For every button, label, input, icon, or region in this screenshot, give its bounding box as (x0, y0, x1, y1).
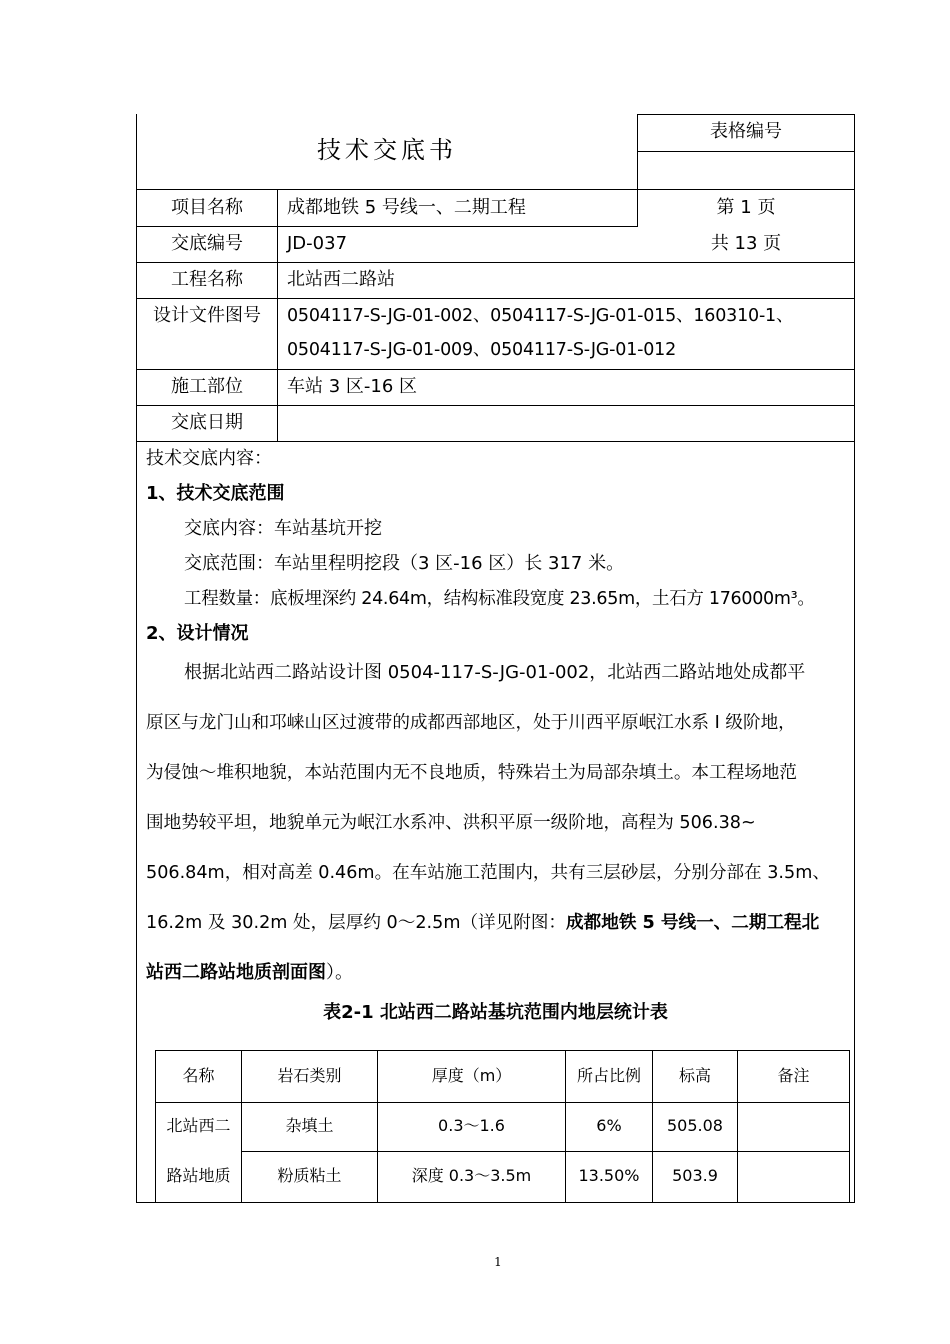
table-cell: 6% (596, 1116, 622, 1135)
table-cell: 0.3～1.6 (438, 1116, 505, 1135)
paragraph-text: 16.2m 及 30.2m 处，层厚约 0～2.5m（详见附图： (146, 913, 567, 933)
work-name-label: 工程名称 (171, 269, 243, 290)
table-cell: 杂填土 (285, 1116, 334, 1135)
paragraph-line: 原区与龙门山和邛崃山区过渡带的成都西部地区，处于川西平原岷江水系 I 级阶地， (146, 713, 796, 733)
table-cell: 503.9 (672, 1166, 718, 1185)
table-caption: 表2-1 北站西二路站基坑范围内地层统计表 (323, 1002, 668, 1023)
row-line (136, 405, 855, 406)
disclosure-no-label: 交底编号 (171, 233, 243, 254)
page-number-cell: 第 1 页 (716, 197, 776, 218)
paragraph-reference-bold: 成都地铁 5 号线一、二期工程北 (566, 913, 820, 933)
drawing-no-label: 设计文件图号 (153, 305, 261, 326)
date-label: 交底日期 (171, 412, 243, 433)
row-line (136, 369, 855, 370)
row-line (136, 262, 855, 263)
drawing-no-value-line1: 0504117-S-JG-01-002、0504117-S-JG-01-015、160310-1、 (287, 306, 794, 326)
table-cell: 粉质粘土 (277, 1166, 342, 1185)
disclosure-no-value: JD-037 (287, 233, 348, 254)
paragraph-line (146, 911, 819, 935)
document-title: 技术交底书 (317, 136, 457, 164)
strata-table-col (849, 1050, 850, 1203)
project-name-value: 成都地铁 5 号线一、二期工程 (287, 197, 526, 218)
form-no-label: 表格编号 (710, 121, 782, 142)
location-label: 施工部位 (171, 376, 243, 397)
table-header-cell: 标高 (678, 1066, 711, 1085)
table-cell: 505.08 (667, 1116, 723, 1135)
paragraph-line: 根据北站西二路站设计图 0504-117-S-JG-01-002，北站西二路站地处成都平 (184, 662, 806, 683)
footer-page-number: 1 (494, 1255, 502, 1269)
paragraph-line: 506.84m，相对高差 0.46m。在车站施工范围内，共有三层砂层，分别分部在 3.5m、 (146, 863, 830, 883)
table-header-cell: 岩石类别 (277, 1066, 342, 1085)
section-1-item-content: 交底内容：车站基坑开挖 (184, 518, 382, 539)
section-2-title: 2、设计情况 (146, 623, 249, 644)
paragraph-line: 为侵蚀～堆积地貌，本站范围内无不良地质，特殊岩土为局部杂填土。本工程场地范 (146, 763, 797, 783)
paragraph-reference-bold: 站西二路站地质剖面图 (146, 962, 326, 983)
row-line (136, 298, 855, 299)
location-value: 车站 3 区-16 区 (287, 376, 418, 397)
row-line (136, 226, 638, 227)
form-no-box-top (637, 114, 855, 115)
form-no-box-divider (637, 151, 855, 152)
paragraph-line: 围地势较平坦，地貌单元为岷江水系冲、洪积平原一级阶地，高程为 506.38~ (146, 813, 756, 833)
content-heading: 技术交底内容： (146, 448, 272, 469)
table-name-cell-line1: 北站西二 (166, 1116, 231, 1135)
project-name-label: 项目名称 (171, 197, 243, 218)
strata-table-row-line (241, 1151, 850, 1152)
work-name-value: 北站西二路站 (287, 269, 395, 290)
drawing-no-value-line2: 0504117-S-JG-01-009、0504117-S-JG-01-012 (287, 340, 677, 360)
page-total-cell: 共 13 页 (710, 233, 782, 254)
row-line (136, 189, 855, 190)
frame-right-border (854, 114, 855, 1203)
section-1-title: 1、技术交底范围 (146, 483, 285, 504)
strata-table-top (155, 1050, 850, 1051)
table-header-cell: 厚度（m） (431, 1066, 512, 1085)
section-1-item-quantity: 工程数量：底板埋深约 24.64m，结构标准段宽度 23.65m，土石方 176000m³。 (184, 589, 815, 609)
table-header-cell: 名称 (182, 1066, 215, 1085)
table-header-cell: 备注 (777, 1066, 810, 1085)
frame-bottom-border (136, 1202, 855, 1203)
table-cell: 深度 0.3～3.5m (411, 1166, 532, 1185)
table-name-cell-line2: 路站地质 (166, 1166, 231, 1185)
table-cell: 13.50% (578, 1166, 640, 1185)
paragraph-text: ）。 (326, 962, 353, 983)
table-header-cell: 所占比例 (576, 1066, 641, 1085)
label-column-divider (277, 189, 278, 441)
row-line (136, 441, 855, 442)
paragraph-line (146, 961, 353, 985)
strata-table-header-bottom (155, 1102, 850, 1103)
section-1-item-scope: 交底范围：车站里程明挖段（3 区-16 区）长 317 米。 (184, 553, 625, 574)
